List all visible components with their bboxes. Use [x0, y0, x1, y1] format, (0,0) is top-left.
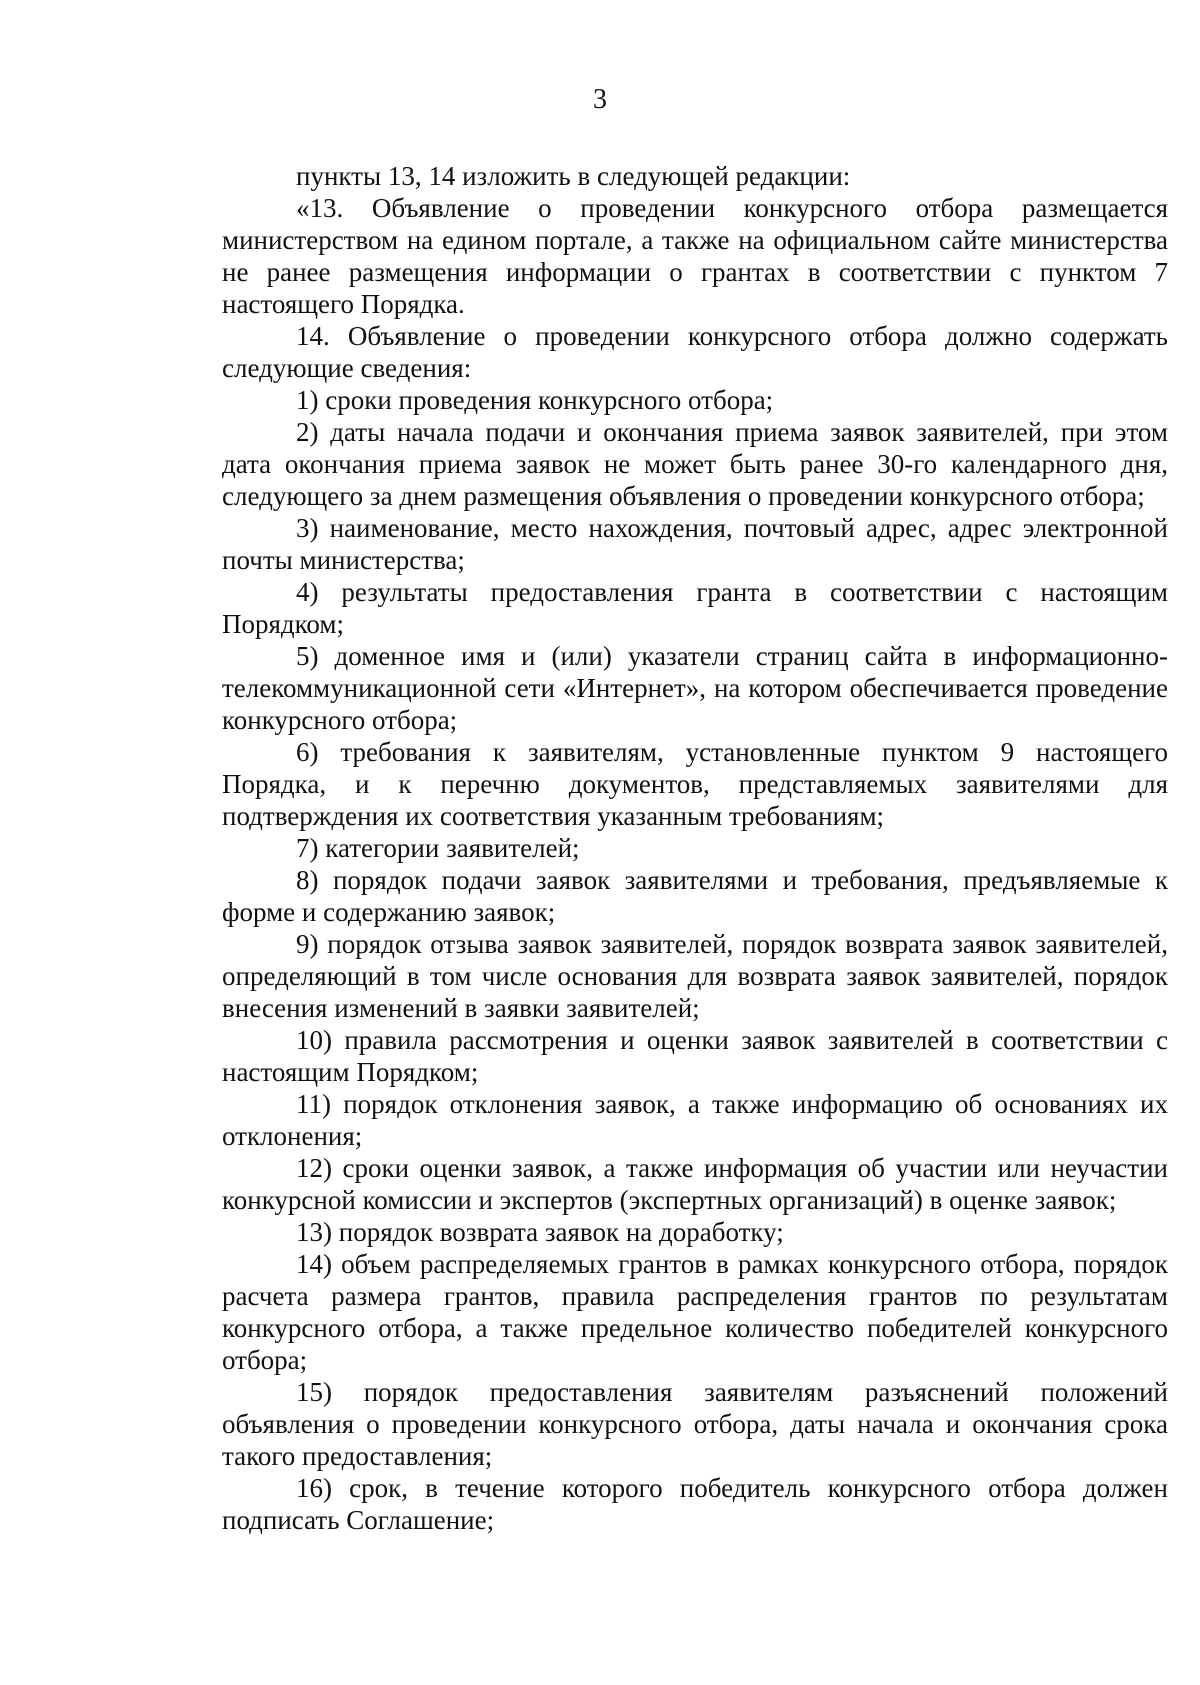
list-item-3: 3) наименование, место нахождения, почтовый адрес, адрес электронной почты министерства;: [222, 513, 1168, 575]
list-item-15: 15) порядок предоставления заявителям разъяснений положений объявления о проведении конкурсного отбора, даты начала и окончания срока такого предоставления;: [222, 1377, 1168, 1471]
list-item-9: 9) порядок отзыва заявок заявителей, порядок возврата заявок заявителей, определяющий в том числе основания для возврата заявок заявителей, порядок внесения изменений в заявки заявителей;: [222, 929, 1168, 1023]
list-item-8: 8) порядок подачи заявок заявителями и требования, предъявляемые к форме и содержанию заявок;: [222, 865, 1168, 927]
list-item-10: 10) правила рассмотрения и оценки заявок заявителей в соответствии с настоящим Порядком;: [222, 1025, 1168, 1087]
list-item-5: 5) доменное имя и (или) указатели страниц сайта в информационно-телекоммуникационной сети «Интернет», на котором обеспечивается проведение конкурсного отбора;: [222, 641, 1168, 735]
page-number: 3: [593, 84, 607, 115]
paragraph-item-14: 14. Объявление о проведении конкурсного отбора должно содержать следующие сведения:: [222, 321, 1168, 383]
list-item-7: 7) категории заявителей;: [296, 833, 580, 863]
list-item-6: 6) требования к заявителям, установленные пунктом 9 настоящего Порядка, и к перечню документов, представляемых заявителями для подтверждения их соответствия указанным требованиям;: [222, 737, 1168, 831]
list-item-4: 4) результаты предоставления гранта в соответствии с настоящим Порядком;: [222, 577, 1168, 639]
list-item-14: 14) объем распределяемых грантов в рамках конкурсного отбора, порядок расчета размера грантов, правила распределения грантов по результатам конкурсного отбора, а также предельное количество победителей конкурсного отбора;: [222, 1249, 1168, 1375]
paragraph-item-13: «13. Объявление о проведении конкурсного отбора размещается министерством на едином портале, а также на официальном сайте министерства не ранее размещения информации о грантах в соответствии с пунктом 7 настоящего Порядка.: [222, 193, 1168, 319]
paragraph-intro: пункты 13, 14 изложить в следующей редакции:: [296, 161, 851, 191]
document-body: [222, 160, 1168, 1536]
list-item-16: 16) срок, в течение которого победитель конкурсного отбора должен подписать Соглашение;: [222, 1473, 1168, 1535]
list-item-12: 12) сроки оценки заявок, а также информация об участии или неучастии конкурсной комиссии и экспертов (экспертных организаций) в оценке заявок;: [222, 1153, 1168, 1215]
list-item-11: 11) порядок отклонения заявок, а также информацию об основаниях их отклонения;: [222, 1089, 1168, 1151]
list-item-1: 1) сроки проведения конкурсного отбора;: [296, 385, 774, 415]
list-item-2: 2) даты начала подачи и окончания приема заявок заявителей, при этом дата окончания приема заявок не может быть ранее 30-го календарного дня, следующего за днем размещения объявления о проведении конкурсного отбора;: [222, 417, 1168, 511]
list-item-13: 13) порядок возврата заявок на доработку;: [296, 1217, 784, 1247]
